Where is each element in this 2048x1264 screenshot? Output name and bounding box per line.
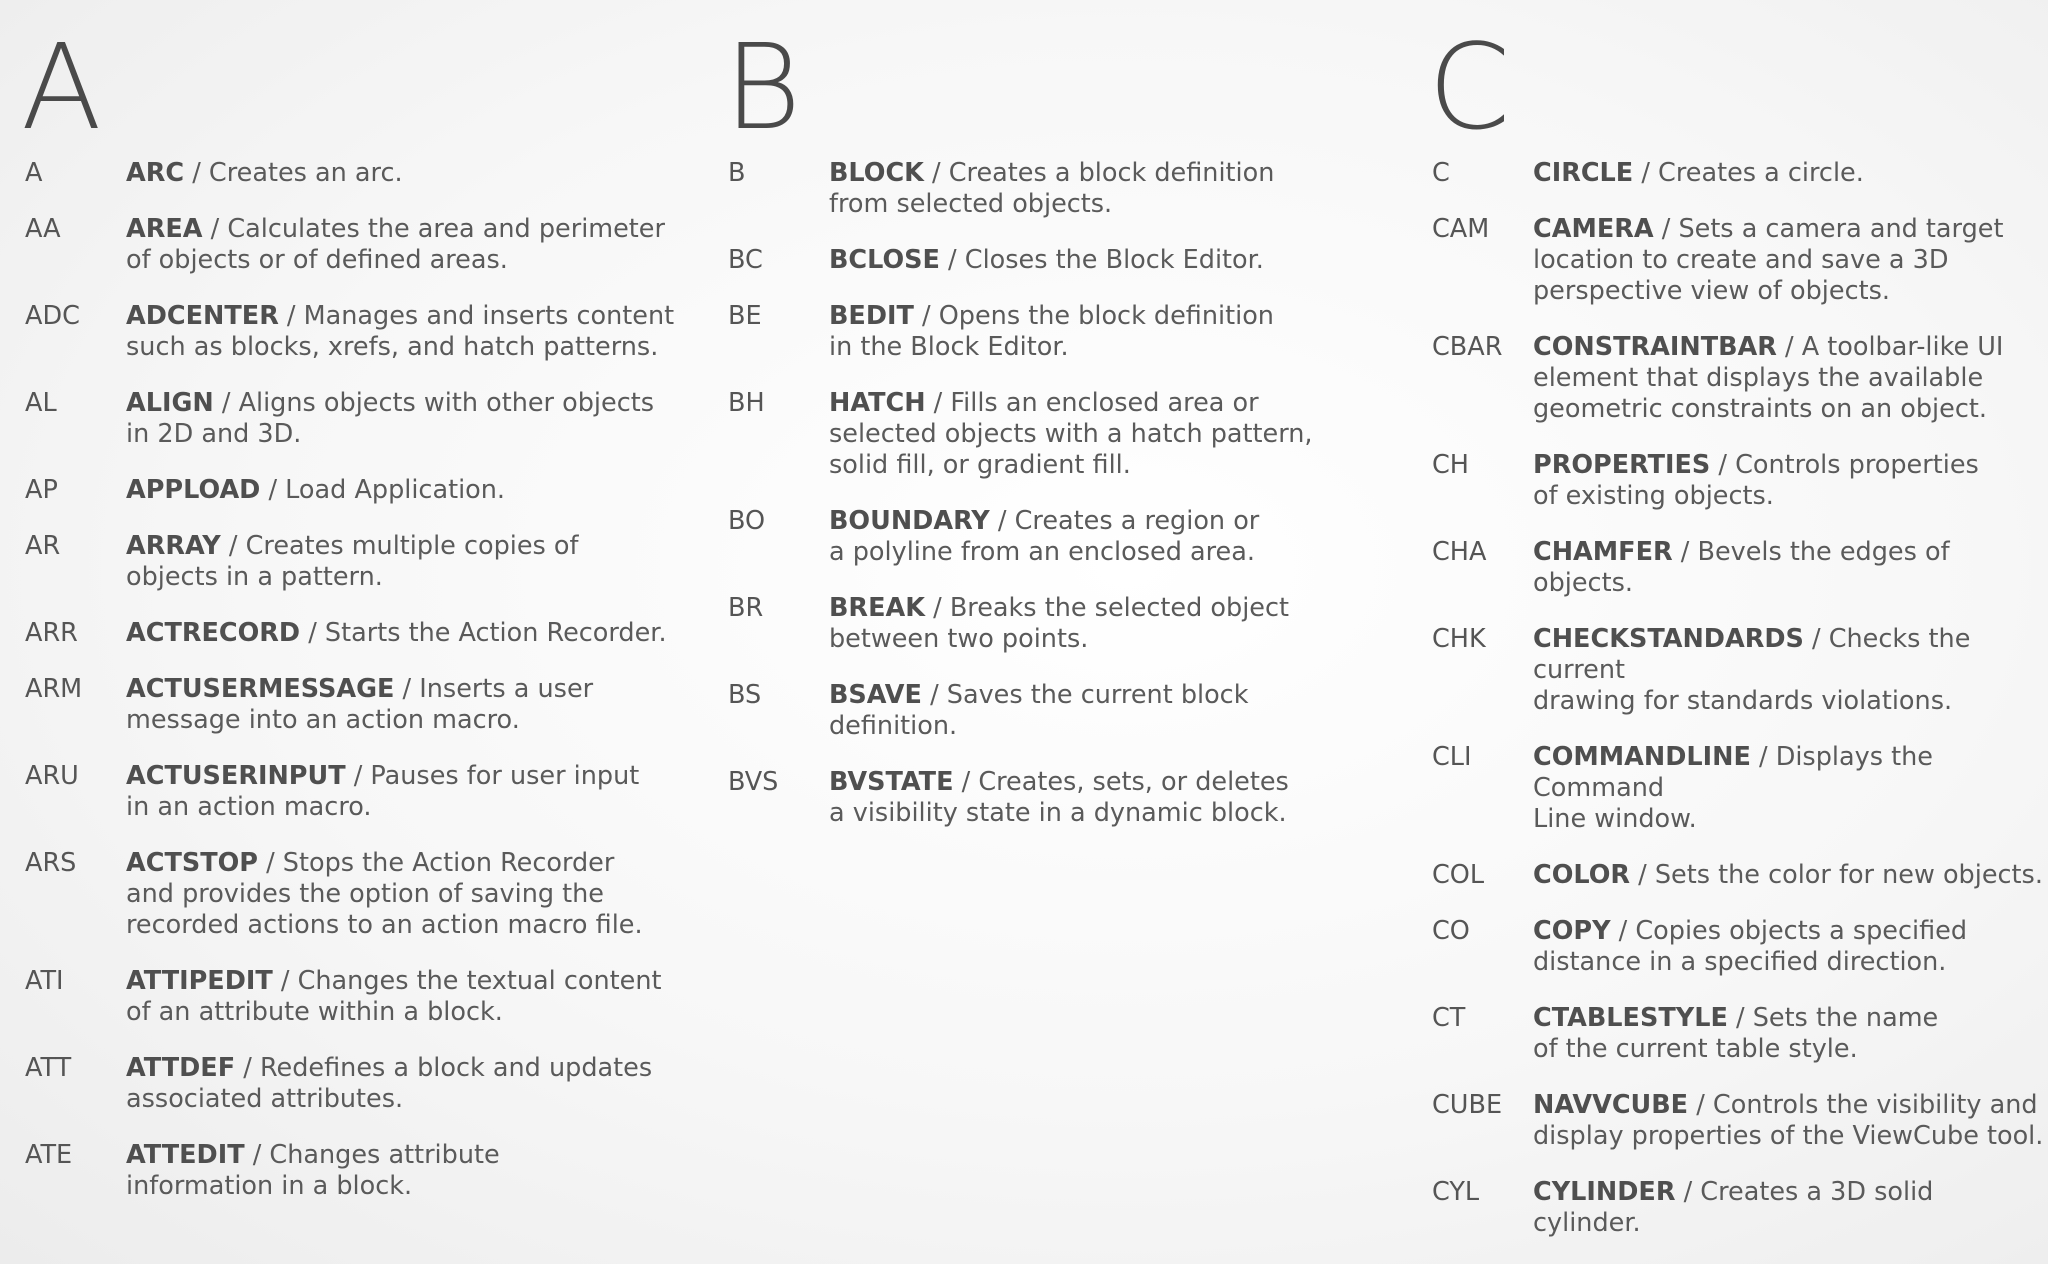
- command-name: CHAMFER: [1533, 537, 1673, 567]
- separator: /: [257, 848, 283, 878]
- shortcut-description: [126, 761, 705, 823]
- shortcut-description: [1533, 1177, 2044, 1239]
- description-line: [1533, 481, 2044, 512]
- shortcut-alias: ATE: [25, 1140, 73, 1170]
- separator: /: [1750, 742, 1776, 772]
- description-text: Sets a camera and target: [1678, 214, 2004, 244]
- description-line: [829, 711, 1408, 742]
- command-name: BCLOSE: [829, 245, 940, 275]
- separator: /: [202, 214, 228, 244]
- description-text: definition.: [829, 711, 958, 741]
- shortcut-description: [1533, 916, 2044, 978]
- description-line: [126, 674, 705, 705]
- shortcut-alias: BVS: [728, 767, 779, 797]
- description-line: [829, 767, 1408, 798]
- description-line: [126, 879, 705, 910]
- shortcut-description: [829, 506, 1408, 568]
- description-line: [829, 450, 1408, 481]
- description-line: [1533, 742, 2044, 804]
- command-name: CHECKSTANDARDS: [1533, 624, 1804, 654]
- command-name: CONSTRAINTBAR: [1533, 332, 1777, 362]
- description-line: [126, 1053, 705, 1084]
- shortcut-entry: [728, 506, 1408, 568]
- description-text: Checks the current: [1533, 624, 1971, 685]
- shortcut-alias: BR: [728, 593, 764, 623]
- description-text: and provides the option of saving the: [126, 879, 605, 909]
- description-text: distance in a specified direction.: [1533, 947, 1947, 977]
- shortcut-description: [829, 301, 1408, 363]
- shortcut-description: [1533, 1003, 2044, 1065]
- separator: /: [939, 245, 965, 275]
- command-name: ARC: [126, 158, 185, 188]
- shortcut-alias: B: [728, 158, 746, 188]
- shortcut-description: [126, 674, 705, 736]
- command-name: ACTUSERMESSAGE: [126, 674, 395, 704]
- command-name: BVSTATE: [829, 767, 954, 797]
- shortcut-description: [126, 531, 705, 593]
- shortcut-entry: [25, 1140, 705, 1202]
- shortcut-description: [126, 618, 705, 649]
- description-text: Sets the name: [1752, 1003, 1939, 1033]
- shortcut-entry: [25, 966, 705, 1028]
- shortcut-description: [126, 1140, 705, 1202]
- separator: /: [1630, 860, 1655, 890]
- description-text: between two points.: [829, 624, 1089, 654]
- command-name: ATTDEF: [126, 1053, 236, 1083]
- description-text: Manages and inserts content: [303, 301, 675, 331]
- shortcut-alias: ARU: [25, 761, 79, 791]
- description-line: [1533, 363, 2044, 394]
- description-text: information in a block.: [126, 1171, 413, 1201]
- description-text: of existing objects.: [1533, 481, 1774, 511]
- command-name: APPLOAD: [126, 475, 261, 505]
- description-text: Creates a block definition: [948, 158, 1275, 188]
- description-text: Breaks the selected object: [949, 593, 1289, 623]
- shortcut-alias: AR: [25, 531, 61, 561]
- shortcut-alias: CT: [1432, 1003, 1466, 1033]
- separator: /: [394, 674, 420, 704]
- separator: /: [235, 1053, 260, 1083]
- description-text: Redefines a block and updates: [259, 1053, 653, 1083]
- description-text: associated attributes.: [126, 1084, 404, 1114]
- description-text: Aligns objects with other objects: [238, 388, 654, 418]
- description-text: of an attribute within a block.: [126, 997, 503, 1027]
- description-text: Copies objects a specified: [1635, 916, 1968, 946]
- description-text: a polyline from an enclosed area.: [829, 537, 1255, 567]
- description-line: [829, 388, 1408, 419]
- shortcut-alias: COL: [1432, 860, 1485, 890]
- shortcut-alias: BH: [728, 388, 765, 418]
- description-text: Sets the color for new objects.: [1654, 860, 2043, 890]
- shortcut-entry: [1432, 537, 2044, 599]
- shortcut-entry: [1432, 214, 2044, 307]
- description-text: Creates, sets, or deletes: [978, 767, 1289, 797]
- description-text: Saves the current block: [946, 680, 1249, 710]
- description-line: [1533, 686, 2044, 717]
- separator: /: [244, 1140, 270, 1170]
- shortcut-alias: CBAR: [1432, 332, 1503, 362]
- shortcut-entry: [1432, 860, 2044, 891]
- shortcut-description: [829, 245, 1408, 276]
- command-name: COPY: [1533, 916, 1611, 946]
- command-name: BLOCK: [829, 158, 924, 188]
- shortcut-entry: [728, 158, 1408, 220]
- shortcut-entry: [1432, 742, 2044, 835]
- description-line: [829, 245, 1408, 276]
- shortcut-entry: [25, 531, 705, 593]
- shortcut-description: [1533, 450, 2044, 512]
- description-text: from selected objects.: [829, 189, 1113, 219]
- shortcut-entry: [25, 618, 705, 649]
- description-text: geometric constraints on an object.: [1533, 394, 1987, 424]
- shortcut-entry: [25, 848, 705, 941]
- description-text: Pauses for user input: [370, 761, 640, 791]
- shortcut-alias: BC: [728, 245, 763, 275]
- description-text: selected objects with a hatch pattern,: [829, 419, 1313, 449]
- description-text: element that displays the available: [1533, 363, 1984, 393]
- description-line: [829, 419, 1408, 450]
- shortcut-alias: CAM: [1432, 214, 1490, 244]
- shortcut-entry: [25, 214, 705, 276]
- shortcut-description: [126, 966, 705, 1028]
- separator: /: [1688, 1090, 1713, 1120]
- description-text: of objects or of defined areas.: [126, 245, 508, 275]
- description-text: Creates multiple copies of: [245, 531, 579, 561]
- description-line: [1533, 1034, 2044, 1065]
- description-line: [126, 562, 705, 593]
- command-name: ACTUSERINPUT: [126, 761, 346, 791]
- description-text: A toolbar-like UI: [1801, 332, 2004, 362]
- separator: /: [220, 531, 246, 561]
- shortcut-alias: AA: [25, 214, 61, 244]
- description-line: [1533, 276, 2044, 307]
- description-text: Changes the textual content: [297, 966, 662, 996]
- description-text: Calculates the area and perimeter: [227, 214, 665, 244]
- shortcut-description: [829, 680, 1408, 742]
- description-line: [1533, 1003, 2044, 1034]
- command-name: ALIGN: [126, 388, 214, 418]
- shortcut-entry: [25, 388, 705, 450]
- shortcut-alias: A: [25, 158, 43, 188]
- shortcut-entry: [1432, 624, 2044, 717]
- description-text: Opens the block definition: [938, 301, 1274, 331]
- shortcut-alias: BO: [728, 506, 766, 536]
- separator: /: [1727, 1003, 1753, 1033]
- shortcut-description: [126, 158, 705, 189]
- description-line: [126, 475, 705, 506]
- description-line: [829, 593, 1408, 624]
- description-text: location to create and save a 3D: [1533, 245, 1949, 275]
- command-name: CYLINDER: [1533, 1177, 1676, 1207]
- description-text: such as blocks, xrefs, and hatch patterns.: [126, 332, 659, 362]
- shortcut-description: [1533, 214, 2044, 307]
- shortcut-entry: [1432, 332, 2044, 425]
- description-line: [1533, 860, 2044, 891]
- shortcut-description: [126, 1053, 705, 1115]
- description-text: Controls properties: [1735, 450, 1979, 480]
- shortcut-entry: [728, 388, 1408, 481]
- shortcut-alias: ARM: [25, 674, 83, 704]
- description-line: [1533, 1090, 2044, 1121]
- separator: /: [921, 680, 947, 710]
- description-line: [126, 792, 705, 823]
- description-line: [1533, 245, 2044, 276]
- description-text: Displays the Command: [1533, 742, 1933, 803]
- command-name: CTABLESTYLE: [1533, 1003, 1728, 1033]
- command-name: BEDIT: [829, 301, 914, 331]
- section-a: [21, 18, 705, 1227]
- separator: /: [1776, 332, 1802, 362]
- separator: /: [1610, 916, 1636, 946]
- description-line: [126, 848, 705, 879]
- command-name: CIRCLE: [1533, 158, 1634, 188]
- command-name: BREAK: [829, 593, 925, 623]
- separator: /: [925, 388, 951, 418]
- description-line: [126, 1084, 705, 1115]
- shortcut-description: [1533, 624, 2044, 717]
- separator: /: [923, 158, 949, 188]
- separator: /: [913, 301, 939, 331]
- separator: /: [1675, 1177, 1701, 1207]
- entry-list: [728, 158, 1408, 829]
- description-text: Creates a circle.: [1658, 158, 1864, 188]
- separator: /: [345, 761, 371, 791]
- command-name: ACTSTOP: [126, 848, 258, 878]
- shortcut-alias: CO: [1432, 916, 1470, 946]
- description-line: [126, 966, 705, 997]
- command-name: HATCH: [829, 388, 926, 418]
- shortcut-description: [1533, 332, 2044, 425]
- description-line: [1533, 450, 2044, 481]
- description-text: Closes the Block Editor.: [964, 245, 1264, 275]
- description-line: [1533, 394, 2044, 425]
- description-text: Changes attribute: [269, 1140, 500, 1170]
- shortcut-alias: AP: [25, 475, 58, 505]
- description-line: [126, 419, 705, 450]
- description-line: [829, 301, 1408, 332]
- shortcut-description: [126, 214, 705, 276]
- shortcut-description: [829, 593, 1408, 655]
- shortcut-alias: CHA: [1432, 537, 1487, 567]
- description-line: [829, 189, 1408, 220]
- separator: /: [953, 767, 979, 797]
- shortcut-description: [829, 388, 1408, 481]
- description-line: [126, 214, 705, 245]
- shortcut-description: [126, 475, 705, 506]
- shortcut-alias: BS: [728, 680, 762, 710]
- description-line: [1533, 1121, 2044, 1152]
- description-line: [126, 388, 705, 419]
- description-text: in 2D and 3D.: [126, 419, 302, 449]
- shortcut-entry: [25, 1053, 705, 1115]
- shortcut-alias: CYL: [1432, 1177, 1480, 1207]
- separator: /: [272, 966, 298, 996]
- separator: /: [1653, 214, 1679, 244]
- description-line: [126, 910, 705, 941]
- entry-list: [1432, 158, 2044, 1239]
- shortcut-entry: [1432, 450, 2044, 512]
- section-b: [724, 18, 1408, 854]
- shortcut-entry: [728, 767, 1408, 829]
- description-text: a visibility state in a dynamic block.: [829, 798, 1287, 828]
- shortcut-description: [126, 848, 705, 941]
- command-name: BOUNDARY: [829, 506, 990, 536]
- shortcut-entry: [25, 475, 705, 506]
- separator: /: [300, 618, 325, 648]
- command-name: BSAVE: [829, 680, 922, 710]
- command-name: AREA: [126, 214, 203, 244]
- shortcut-entry: [1432, 1177, 2044, 1239]
- shortcut-alias: CH: [1432, 450, 1469, 480]
- shortcut-description: [829, 158, 1408, 220]
- shortcut-description: [1533, 1090, 2044, 1152]
- description-line: [1533, 804, 2044, 835]
- description-line: [829, 332, 1408, 363]
- shortcut-alias: ARR: [25, 618, 78, 648]
- shortcut-entry: [728, 301, 1408, 363]
- separator: /: [278, 301, 304, 331]
- separator: /: [1710, 450, 1736, 480]
- command-name: ARRAY: [126, 531, 221, 561]
- description-line: [126, 332, 705, 363]
- description-line: [829, 624, 1408, 655]
- command-name: ACTRECORD: [126, 618, 301, 648]
- command-name: CAMERA: [1533, 214, 1654, 244]
- shortcut-entry: [25, 674, 705, 736]
- description-line: [1533, 947, 2044, 978]
- description-text: perspective view of objects.: [1533, 276, 1890, 306]
- description-text: solid fill, or gradient fill.: [829, 450, 1131, 480]
- description-text: recorded actions to an action macro file.: [126, 910, 643, 940]
- description-text: in an action macro.: [126, 792, 372, 822]
- command-name: COLOR: [1533, 860, 1631, 890]
- section-letter: A: [21, 18, 100, 156]
- description-line: [1533, 1177, 2044, 1239]
- separator: /: [213, 388, 239, 418]
- shortcut-entry: [25, 158, 705, 189]
- shortcut-alias: C: [1432, 158, 1450, 188]
- description-text: Creates an arc.: [208, 158, 403, 188]
- description-text: Fills an enclosed area or: [950, 388, 1259, 418]
- description-line: [126, 301, 705, 332]
- description-text: Stops the Action Recorder: [282, 848, 615, 878]
- description-line: [126, 618, 705, 649]
- section-c: [1428, 18, 2044, 1264]
- description-text: Inserts a user: [419, 674, 594, 704]
- description-text: Load Application.: [285, 475, 506, 505]
- description-line: [1533, 158, 2044, 189]
- separator: /: [1803, 624, 1829, 654]
- shortcut-alias: ATT: [25, 1053, 72, 1083]
- description-line: [126, 158, 705, 189]
- description-text: of the current table style.: [1533, 1034, 1858, 1064]
- shortcut-entry: [25, 761, 705, 823]
- description-line: [1533, 214, 2044, 245]
- description-text: objects in a pattern.: [126, 562, 383, 592]
- shortcut-description: [1533, 742, 2044, 835]
- description-text: Bevels the edges of objects.: [1533, 537, 1950, 598]
- separator: /: [184, 158, 209, 188]
- shortcut-entry: [728, 593, 1408, 655]
- shortcut-entry: [1432, 158, 2044, 189]
- shortcut-description: [829, 767, 1408, 829]
- shortcut-alias: CLI: [1432, 742, 1472, 772]
- description-line: [829, 798, 1408, 829]
- shortcut-description: [126, 388, 705, 450]
- description-line: [126, 531, 705, 562]
- shortcut-alias: CHK: [1432, 624, 1486, 654]
- shortcut-entry: [1432, 1003, 2044, 1065]
- shortcut-alias: ATI: [25, 966, 64, 996]
- description-line: [829, 680, 1408, 711]
- shortcut-entry: [728, 680, 1408, 742]
- shortcut-alias: ADC: [25, 301, 80, 331]
- description-line: [126, 1171, 705, 1202]
- command-name: ADCENTER: [126, 301, 279, 331]
- section-letter: C: [1428, 18, 1509, 156]
- description-line: [126, 1140, 705, 1171]
- section-letter: B: [724, 18, 800, 156]
- separator: /: [1633, 158, 1659, 188]
- shortcut-description: [126, 301, 705, 363]
- description-line: [1533, 916, 2044, 947]
- shortcut-description: [1533, 158, 2044, 189]
- command-name: ATTEDIT: [126, 1140, 245, 1170]
- shortcut-description: [1533, 537, 2044, 599]
- description-text: message into an action macro.: [126, 705, 520, 735]
- description-text: display properties of the ViewCube tool.: [1533, 1121, 2044, 1151]
- shortcut-alias: CUBE: [1432, 1090, 1503, 1120]
- shortcut-entry: [1432, 916, 2044, 978]
- separator: /: [1672, 537, 1698, 567]
- separator: /: [989, 506, 1015, 536]
- shortcut-alias: BE: [728, 301, 762, 331]
- description-line: [1533, 537, 2044, 599]
- separator: /: [260, 475, 286, 505]
- description-line: [126, 761, 705, 792]
- shortcut-alias: AL: [25, 388, 57, 418]
- shortcut-entry: [1432, 1090, 2044, 1152]
- description-text: in the Block Editor.: [829, 332, 1069, 362]
- command-name: NAVVCUBE: [1533, 1090, 1689, 1120]
- shortcut-alias: ARS: [25, 848, 77, 878]
- description-line: [829, 537, 1408, 568]
- description-text: Creates a region or: [1014, 506, 1260, 536]
- description-line: [829, 158, 1408, 189]
- description-line: [126, 705, 705, 736]
- entry-list: [25, 158, 705, 1202]
- shortcut-description: [1533, 860, 2044, 891]
- command-name: COMMANDLINE: [1533, 742, 1751, 772]
- description-text: Creates a 3D solid cylinder.: [1533, 1177, 1934, 1238]
- description-line: [126, 245, 705, 276]
- description-text: Starts the Action Recorder.: [324, 618, 667, 648]
- description-text: drawing for standards violations.: [1533, 686, 1953, 716]
- description-line: [1533, 624, 2044, 686]
- description-text: Line window.: [1533, 804, 1697, 834]
- description-line: [829, 506, 1408, 537]
- shortcut-entry: [25, 301, 705, 363]
- description-line: [1533, 332, 2044, 363]
- shortcut-entry: [728, 245, 1408, 276]
- description-text: Controls the visibility and: [1712, 1090, 2038, 1120]
- separator: /: [925, 593, 950, 623]
- command-name: ATTIPEDIT: [126, 966, 273, 996]
- command-name: PROPERTIES: [1533, 450, 1711, 480]
- description-line: [126, 997, 705, 1028]
